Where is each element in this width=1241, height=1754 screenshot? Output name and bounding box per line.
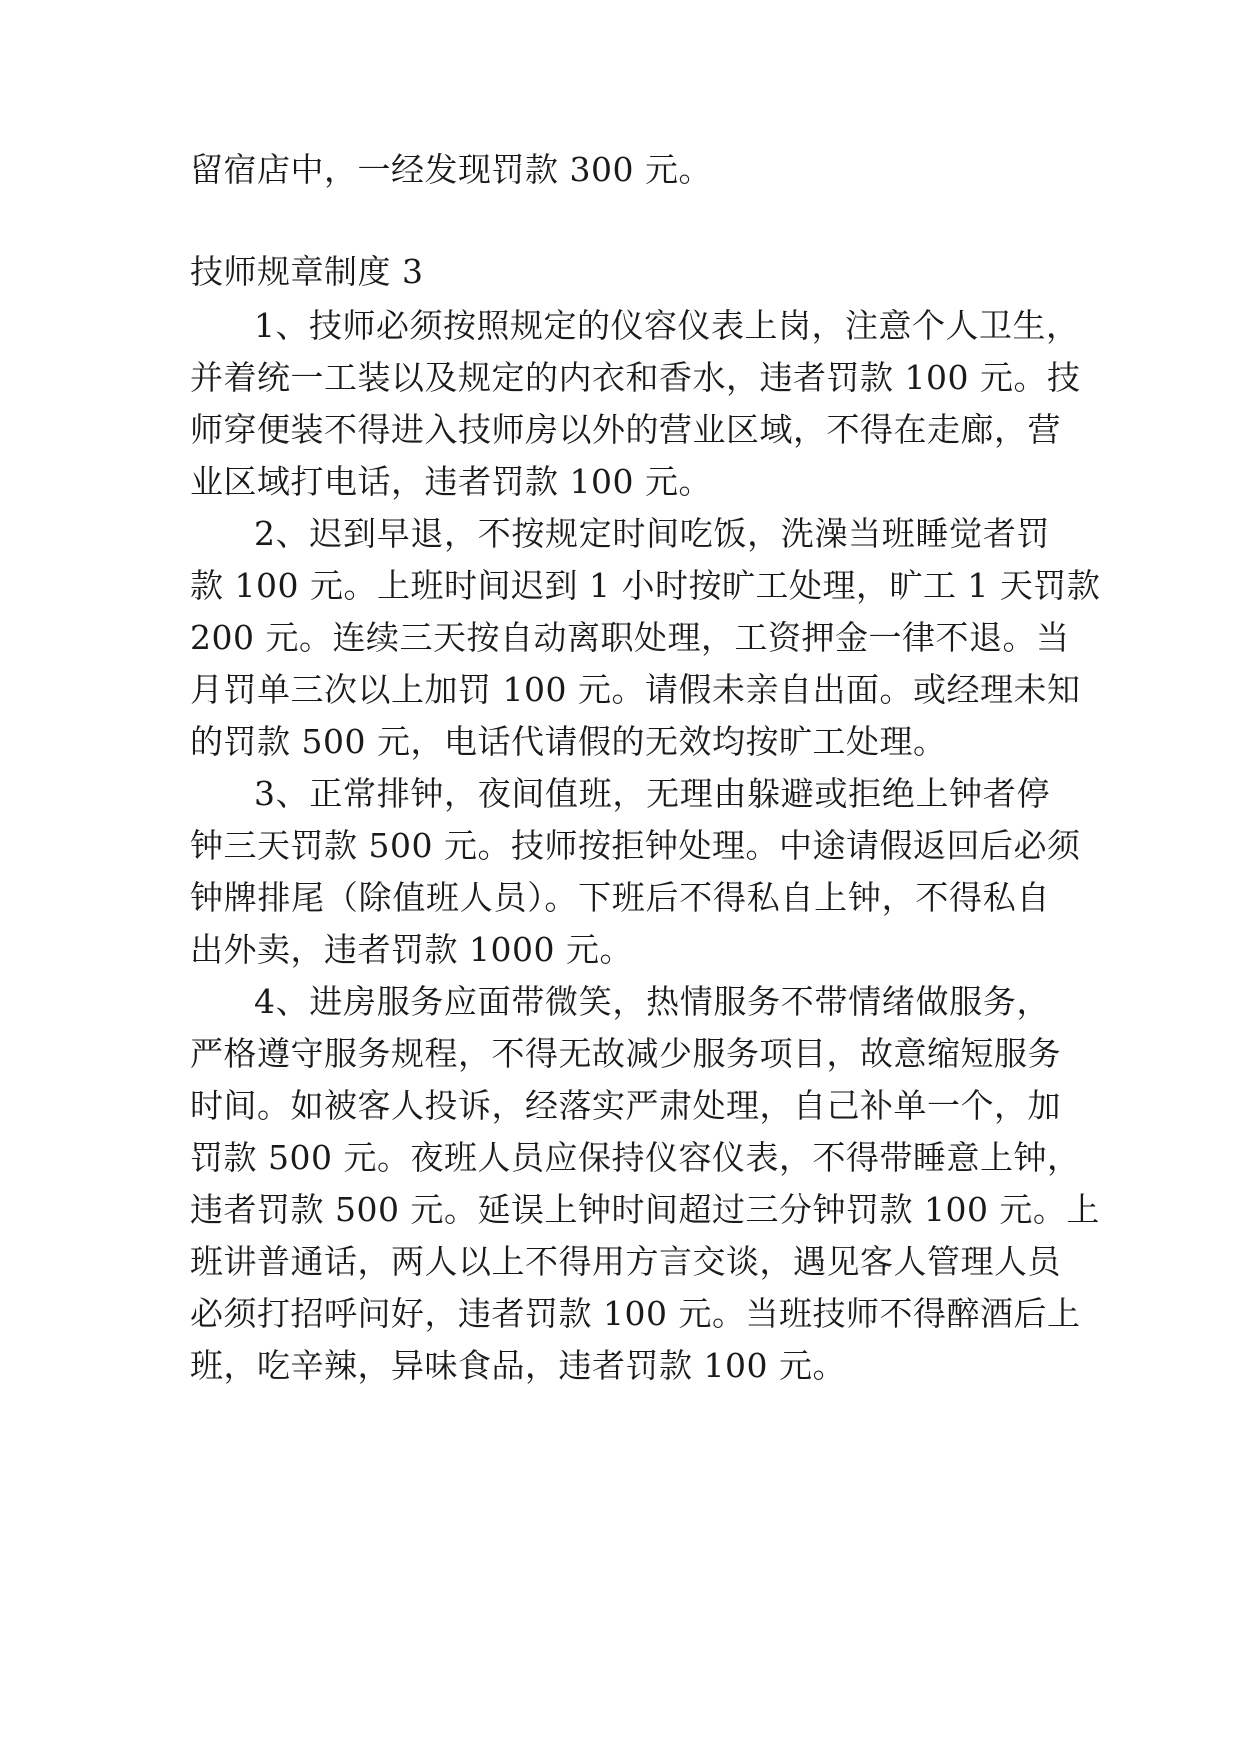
paragraph-4-line-6: 班讲普通话，两人以上不得用方言交谈，遇见客人管理人员	[190, 1242, 1061, 1281]
paragraph-4-line-4: 罚款 500 元。夜班人员应保持仪容仪表，不得带睡意上钟，	[190, 1138, 1081, 1177]
paragraph-2-line-4: 月罚单三次以上加罚 100 元。请假未亲自出面。或经理未知	[190, 670, 1081, 709]
section-heading: 技师规章制度 3	[190, 252, 424, 291]
paragraph-3-line-3: 钟牌排尾（除值班人员）。下班后不得私自上钟，不得私自	[190, 878, 1050, 917]
paragraph-1-line-4: 业区域打电话，违者罚款 100 元。	[190, 462, 712, 501]
paragraph-4-line-3: 时间。如被客人投诉，经落实严肃处理，自己补单一个，加	[190, 1086, 1061, 1125]
paragraph-2-line-5: 的罚款 500 元，电话代请假的无效均按旷工处理。	[190, 722, 947, 761]
paragraph-4-line-2: 严格遵守服务规程，不得无故减少服务项目，故意缩短服务	[190, 1034, 1061, 1073]
paragraph-2-line-3: 200 元。连续三天按自动离职处理，工资押金一律不退。当	[190, 618, 1070, 657]
paragraph-4-line-8: 班，吃辛辣，异味食品，违者罚款 100 元。	[190, 1346, 846, 1385]
paragraph-4-line-1: 4、进房服务应面带微笑，热情服务不带情绪做服务，	[254, 982, 1050, 1021]
paragraph-3-line-1: 3、正常排钟，夜间值班，无理由躲避或拒绝上钟者停	[254, 774, 1050, 813]
paragraph-1-line-1: 1、技师必须按照规定的仪容仪表上岗，注意个人卫生，	[254, 306, 1080, 345]
paragraph-3-line-4: 出外卖，违者罚款 1000 元。	[190, 930, 633, 969]
paragraph-4-line-7: 必须打招呼问好，违者罚款 100 元。当班技师不得醉酒后上	[190, 1294, 1081, 1333]
paragraph-4-line-5: 违者罚款 500 元。延误上钟时间超过三分钟罚款 100 元。上	[190, 1190, 1100, 1229]
paragraph-1-line-2: 并着统一工装以及规定的内衣和香水，违者罚款 100 元。技	[190, 358, 1081, 397]
paragraph-1-line-3: 师穿便装不得进入技师房以外的营业区域，不得在走廊，营	[190, 410, 1061, 449]
paragraph-2-line-1: 2、迟到早退，不按规定时间吃饭，洗澡当班睡觉者罚	[254, 514, 1050, 553]
paragraph-3-line-2: 钟三天罚款 500 元。技师按拒钟处理。中途请假返回后必须	[190, 826, 1081, 865]
paragraph-2-line-2: 款 100 元。上班时间迟到 1 小时按旷工处理，旷工 1 天罚款	[190, 566, 1101, 605]
carryover-line: 留宿店中，一经发现罚款 300 元。	[190, 150, 712, 189]
